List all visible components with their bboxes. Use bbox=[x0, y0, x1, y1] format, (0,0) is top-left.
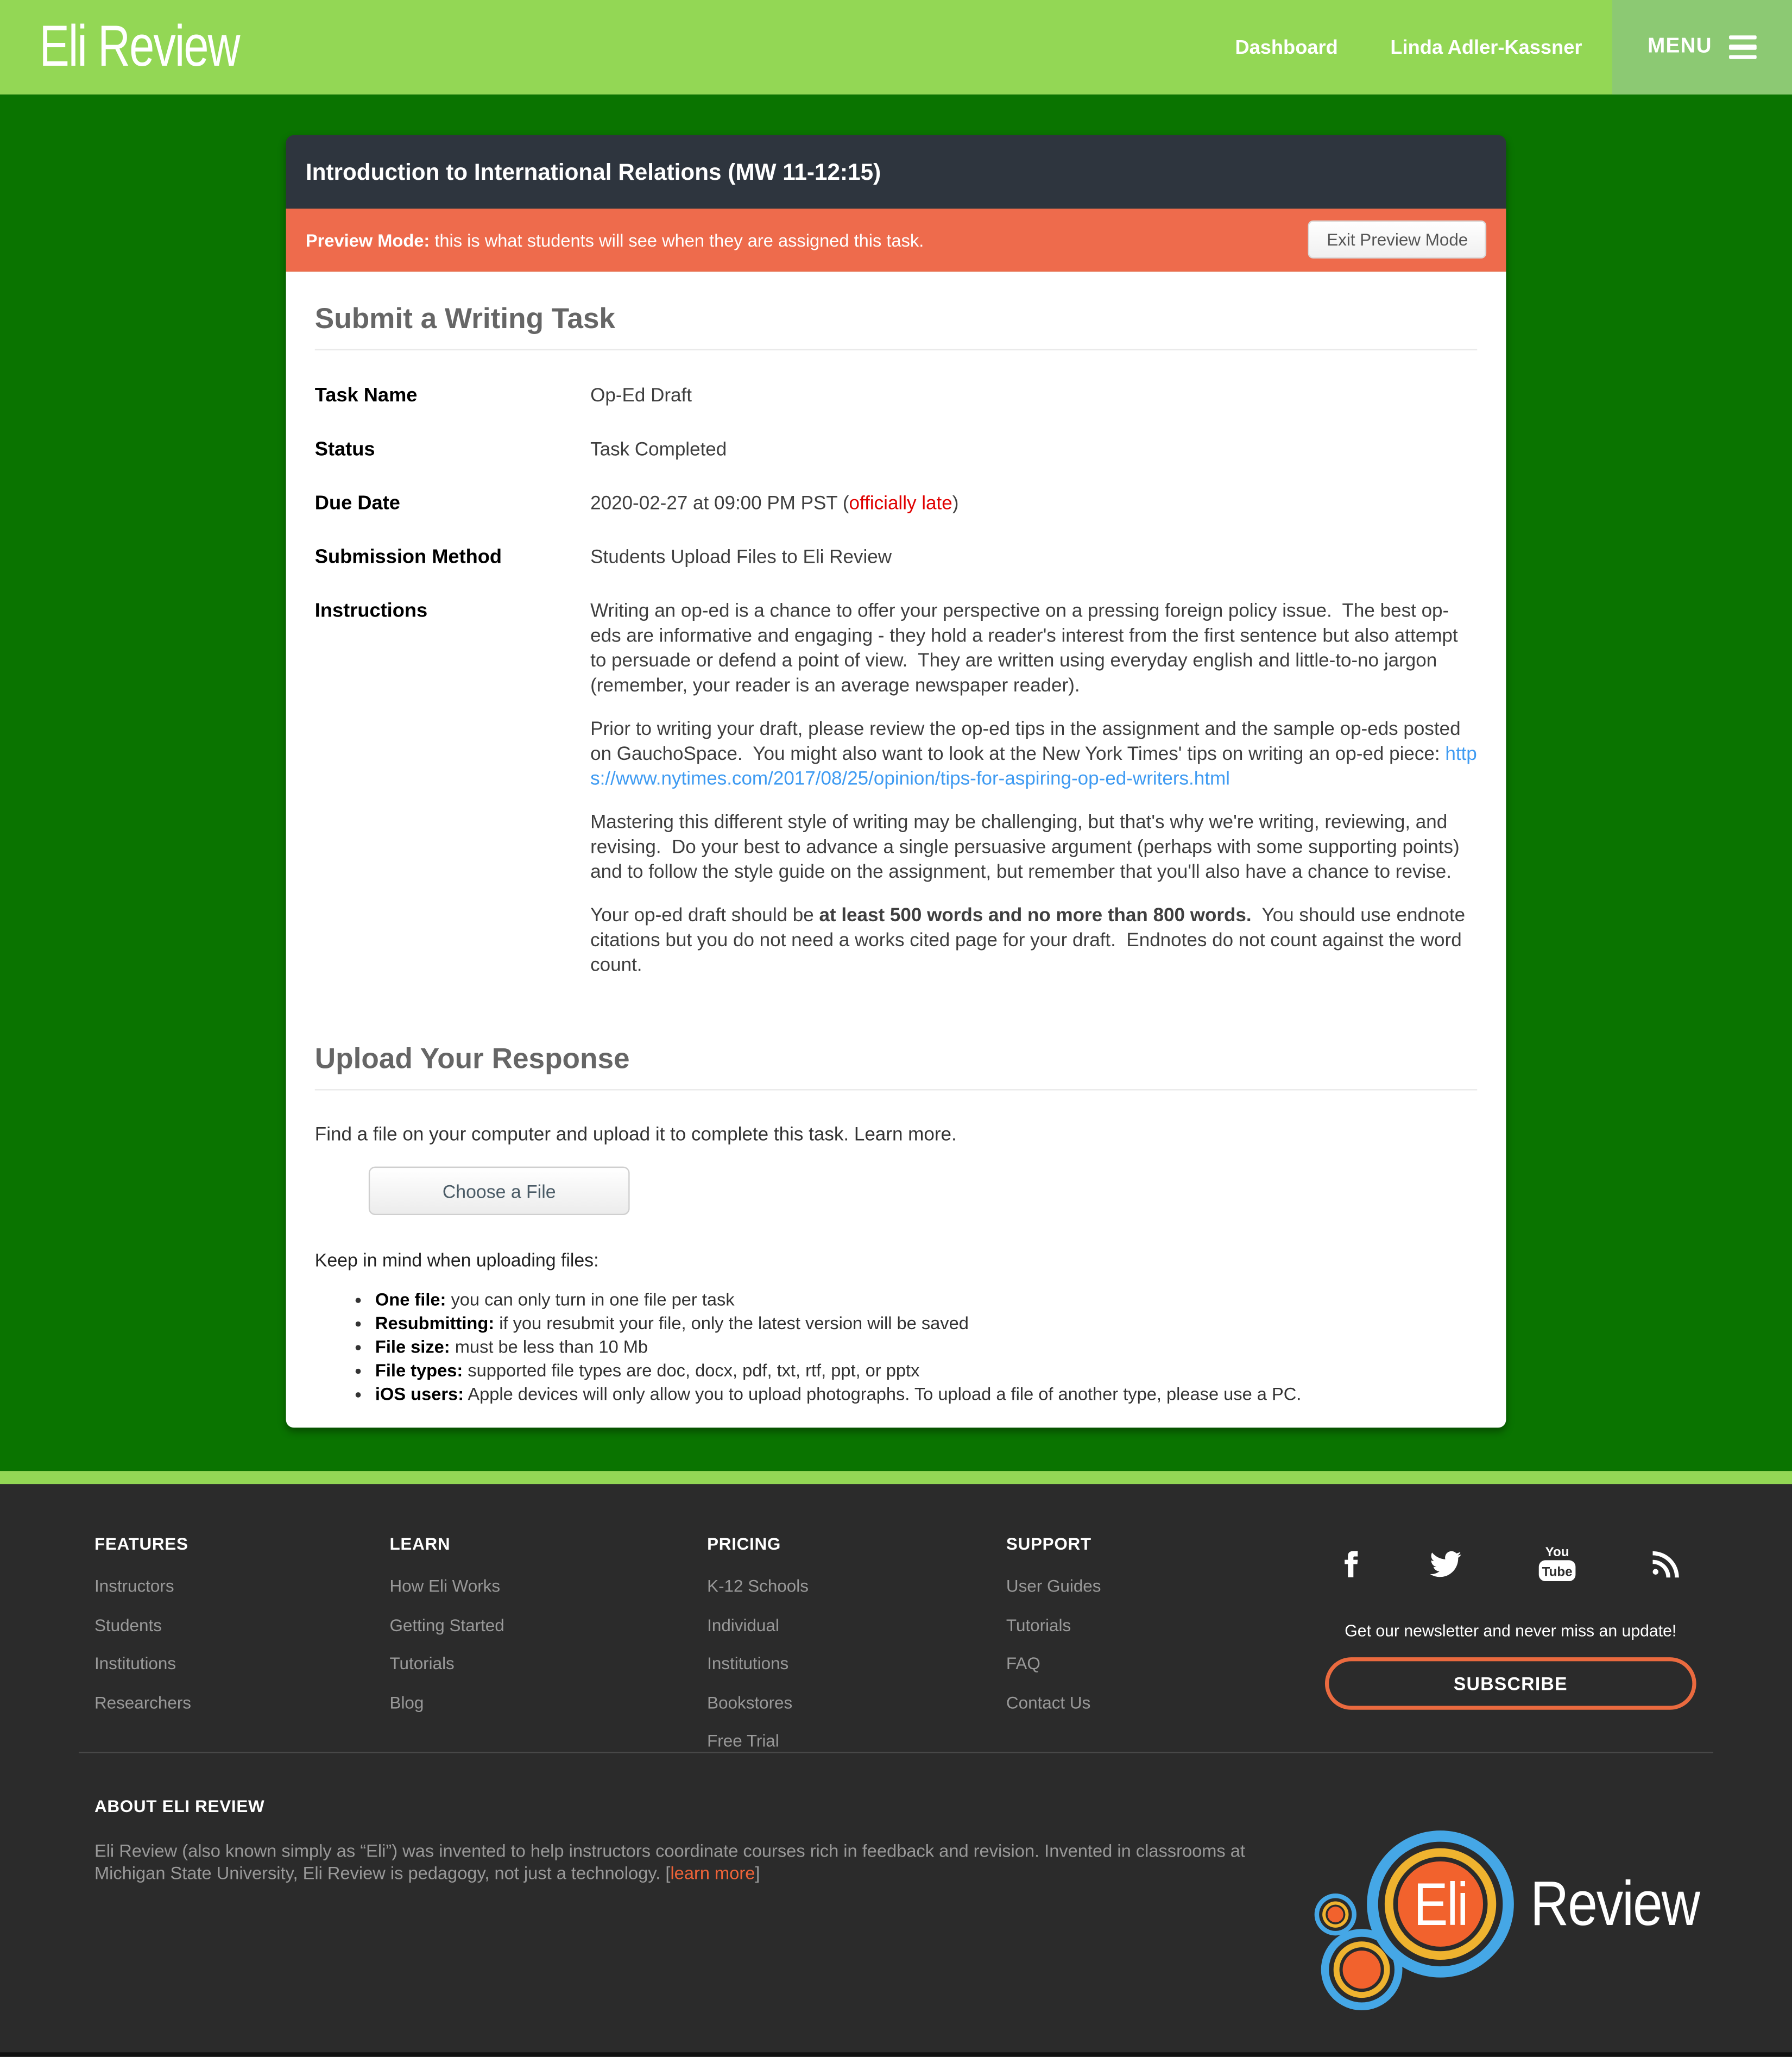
submission-method-value: Students Upload Files to Eli Review bbox=[590, 547, 892, 569]
bullet-lead: One file: bbox=[375, 1289, 446, 1310]
task-name-value: Op-Ed Draft bbox=[590, 386, 692, 407]
footer-heading: PRICING bbox=[707, 1534, 781, 1554]
footer-divider bbox=[79, 1752, 1713, 1753]
footer-col-learn bbox=[389, 1534, 504, 1731]
upload-description-text: Find a file on your computer and upload it to complete this task. bbox=[314, 1124, 854, 1146]
svg-text:You: You bbox=[1544, 1545, 1569, 1560]
course-title-bar bbox=[286, 135, 1506, 209]
bullet-text: supported file types are doc, docx, pdf, txt, rtf, ppt, or pptx bbox=[463, 1361, 920, 1381]
divider bbox=[315, 349, 1477, 350]
submission-method-label: Submission Method bbox=[314, 545, 502, 569]
bottom-edge bbox=[0, 2052, 1792, 2056]
due-paren-open: ( bbox=[837, 493, 849, 514]
list-item bbox=[375, 1383, 1477, 1406]
list-item bbox=[375, 1336, 1477, 1359]
logo-review-text: Review bbox=[1530, 1868, 1699, 1939]
due-date-value bbox=[590, 492, 958, 517]
upload-description bbox=[315, 1124, 1477, 1146]
bullet-text: you can only turn in one file per task bbox=[446, 1289, 735, 1310]
eli-review-logo bbox=[1296, 1802, 1729, 2038]
logo-small-bubble bbox=[1315, 1894, 1356, 1935]
task-card-body bbox=[286, 272, 1506, 1427]
footer-link[interactable]: Instructors bbox=[94, 1576, 174, 1596]
menu-label: MENU bbox=[1648, 35, 1712, 58]
task-name-label: Task Name bbox=[314, 384, 418, 407]
about-paragraph bbox=[94, 1840, 1249, 1884]
course-title: Introduction to International Relations (MW 11-12:15) bbox=[305, 158, 881, 185]
instructions-p2-text: Prior to writing your draft, please review the op-ed tips in the assignment and the sample op-eds posted on GauchoSpace. You might also want to look at the New York Times' tips on writing an op-ed piece: bbox=[590, 719, 1466, 765]
instructions-p4-lead: Your op-ed draft should be bbox=[590, 905, 819, 927]
newsletter-text: Get our newsletter and never miss an update! bbox=[1345, 1621, 1677, 1640]
instructions-label: Instructions bbox=[314, 600, 428, 622]
preview-mode-desc: this is what students will see when they are assigned this task. bbox=[430, 230, 924, 250]
officially-late-note: officially late bbox=[849, 493, 952, 514]
footer-link[interactable]: Blog bbox=[389, 1692, 424, 1712]
footer-link[interactable]: How Eli Works bbox=[389, 1576, 501, 1596]
footer-link[interactable]: Bookstores bbox=[707, 1692, 793, 1712]
footer-link[interactable]: Tutorials bbox=[389, 1653, 455, 1674]
instructions-p1: Writing an op-ed is a chance to offer your perspective on a pressing foreign policy issue. The best op-eds are informative and engaging - they hold a reader's interest from the first sentence but also attempt to persuade or defend a point of view. They are written using everyday english and little-to-no jargon (remember, your reader is an average newspaper reader). bbox=[590, 601, 1463, 697]
bullet-lead: iOS users: bbox=[375, 1384, 464, 1404]
nav-user[interactable]: Linda Adler-Kassner bbox=[1390, 36, 1582, 59]
page-background bbox=[0, 95, 1792, 1471]
instructions-p3: Mastering this different style of writing may be challenging, but that's why we're writing, reviewing, and revising. Do your best to advance a single persuasive argument (perhaps with some supporting points) and to follow the style guide on the assignment, but remember that you'll also have a chance to revise. bbox=[590, 812, 1465, 883]
bullet-text: if you resubmit your file, only the latest version will be saved bbox=[494, 1313, 969, 1333]
preview-mode-label: Preview Mode: bbox=[305, 230, 430, 250]
upload-heading: Upload Your Response bbox=[314, 1042, 630, 1075]
footer-link[interactable]: Institutions bbox=[707, 1653, 789, 1674]
about-text: Eli Review (also known simply as “Eli”) was invented to help instructors coordinate courses rich in feedback and revision. Invented in classrooms at Michigan State University, Eli Review is pedagogy, not just a technology. bbox=[94, 1841, 1245, 1883]
task-card bbox=[286, 135, 1506, 1428]
status-value: Task Completed bbox=[590, 439, 727, 461]
footer-heading: SUPPORT bbox=[1006, 1534, 1091, 1554]
site-footer bbox=[0, 1484, 1792, 2056]
about-bracket-close: ] bbox=[755, 1863, 760, 1883]
footer-link[interactable]: Researchers bbox=[94, 1692, 191, 1712]
status-row bbox=[315, 438, 1477, 463]
word-count-requirement: at least 500 words and no more than 800 words. bbox=[819, 905, 1252, 927]
list-item bbox=[375, 1360, 1477, 1383]
bullet-text: must be less than 10 Mb bbox=[450, 1337, 648, 1357]
instructions-row bbox=[315, 600, 1477, 997]
footer-heading: FEATURES bbox=[94, 1534, 188, 1554]
submit-heading: Submit a Writing Task bbox=[314, 301, 616, 335]
due-date-label: Due Date bbox=[314, 492, 400, 514]
due-paren-close: ) bbox=[952, 493, 959, 514]
due-date-row bbox=[315, 492, 1477, 517]
footer-col-pricing bbox=[707, 1534, 809, 1770]
header-nav bbox=[1235, 0, 1582, 95]
bullet-lead: File size: bbox=[375, 1337, 450, 1357]
instructions-p4 bbox=[590, 904, 1477, 979]
list-item bbox=[375, 1312, 1477, 1336]
task-name-row bbox=[315, 385, 1477, 410]
footer-link[interactable]: Students bbox=[94, 1614, 162, 1634]
social-icons bbox=[1325, 1543, 1696, 1585]
footer-col-features bbox=[94, 1534, 191, 1731]
footer-accent-strip bbox=[0, 1471, 1792, 1484]
submission-method-row bbox=[315, 546, 1477, 571]
keep-in-mind-text: Keep in mind when uploading files: bbox=[314, 1249, 599, 1270]
preview-mode-text bbox=[306, 230, 924, 250]
list-item bbox=[375, 1288, 1477, 1312]
exit-preview-button[interactable]: Exit Preview Mode bbox=[1308, 221, 1486, 259]
rss-icon[interactable] bbox=[1649, 1549, 1683, 1580]
bullet-lead: Resubmitting: bbox=[375, 1313, 495, 1333]
footer-link[interactable]: User Guides bbox=[1006, 1576, 1101, 1596]
svg-text:Tube: Tube bbox=[1541, 1564, 1572, 1580]
site-logo[interactable]: Eli Review bbox=[39, 14, 239, 79]
top-navbar bbox=[0, 0, 1792, 95]
about-heading: ABOUT ELI REVIEW bbox=[94, 1796, 265, 1816]
footer-link[interactable]: Institutions bbox=[94, 1653, 176, 1674]
facebook-icon[interactable] bbox=[1338, 1546, 1358, 1583]
footer-link[interactable]: Individual bbox=[707, 1614, 779, 1634]
footer-link[interactable]: K-12 Schools bbox=[707, 1576, 809, 1596]
preview-mode-banner bbox=[286, 209, 1506, 272]
divider bbox=[315, 1089, 1477, 1090]
about-bracket-open: [ bbox=[665, 1863, 671, 1883]
learn-more-link[interactable]: Learn more. bbox=[854, 1124, 957, 1146]
bullet-text: Apple devices will only allow you to upload photographs. To upload a file of another type, please use a PC. bbox=[464, 1384, 1302, 1404]
footer-heading: LEARN bbox=[389, 1534, 451, 1554]
footer-link[interactable]: Getting Started bbox=[389, 1614, 504, 1634]
footer-link[interactable]: FAQ bbox=[1006, 1653, 1040, 1674]
bullet-lead: File types: bbox=[375, 1361, 463, 1381]
footer-link[interactable]: Free Trial bbox=[707, 1731, 779, 1751]
footer-link[interactable]: Contact Us bbox=[1006, 1692, 1091, 1712]
footer-col-support bbox=[1006, 1534, 1101, 1731]
upload-notes-list bbox=[315, 1288, 1477, 1406]
instructions-p4-tail: You should use endnote citations but you do not need a works cited page for your draft. Endnotes do not count against the word count. bbox=[590, 905, 1471, 977]
footer-link[interactable]: Tutorials bbox=[1006, 1614, 1071, 1634]
logo-eli-text: Eli bbox=[1414, 1870, 1468, 1938]
footer-newsletter-block bbox=[1325, 1543, 1696, 1710]
subscribe-button[interactable]: SUBSCRIBE bbox=[1325, 1657, 1696, 1710]
logo-large-bubble bbox=[1367, 1830, 1514, 1978]
choose-file-button[interactable]: Choose a File bbox=[369, 1167, 630, 1215]
youtube-icon[interactable] bbox=[1535, 1543, 1579, 1585]
nav-dashboard[interactable]: Dashboard bbox=[1235, 36, 1338, 59]
hamburger-icon bbox=[1729, 35, 1757, 60]
due-date-text: 2020-02-27 at 09:00 PM PST bbox=[590, 493, 838, 514]
learn-more-footer-link[interactable]: learn more bbox=[670, 1863, 755, 1883]
status-label: Status bbox=[314, 438, 375, 461]
nytimes-link[interactable]: https://www.nytimes.com/2017/08/25/opinion/tips-for-aspiring-op-ed-writers.html bbox=[590, 744, 1477, 790]
instructions-p2 bbox=[590, 718, 1477, 792]
twitter-icon[interactable] bbox=[1428, 1549, 1465, 1580]
instructions-text bbox=[590, 600, 1477, 997]
menu-button[interactable] bbox=[1612, 0, 1792, 95]
